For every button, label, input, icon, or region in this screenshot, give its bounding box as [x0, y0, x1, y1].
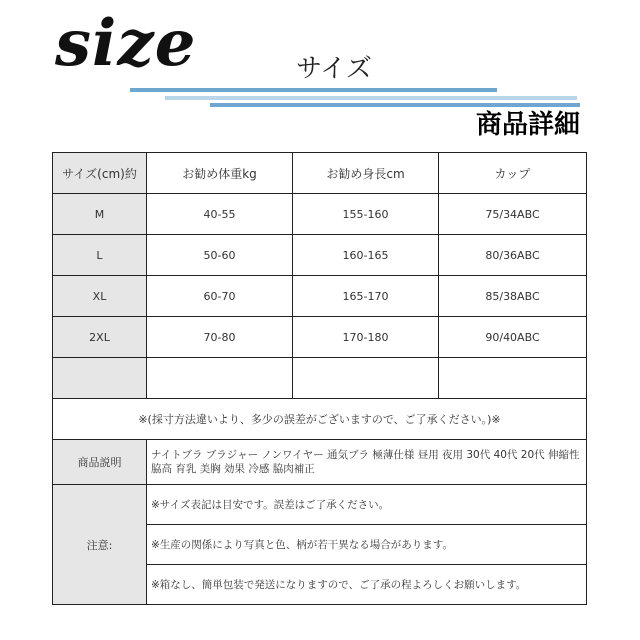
size-cell: 2XL: [53, 317, 147, 358]
header-cell-weight: お勧め体重kg: [147, 153, 293, 194]
cup-cell: 80/36ABC: [439, 235, 587, 276]
measurement-note: ※(採寸方法違いより、多少の誤差がございますので、ご了承ください。)※: [53, 399, 587, 440]
decorative-line: [165, 96, 577, 100]
caution-item: ※サイズ表記は目安です。誤差はご了承ください。: [147, 485, 587, 525]
height-cell: [293, 358, 439, 399]
description-text: ナイトブラ ブラジャー ノンワイヤー 通気ブラ 極薄仕様 昼用 夜用 30代 40代 20代 伸縮性 脇高 育乳 美胸 効果 冷感 脇肉補正: [147, 440, 587, 485]
table-row-empty: [53, 358, 587, 399]
size-cell: [53, 358, 147, 399]
size-subtitle: サイズ: [296, 54, 372, 84]
decorative-line: [210, 103, 580, 107]
table-row: [53, 276, 587, 317]
height-cell: 160-165: [293, 235, 439, 276]
weight-cell: 70-80: [147, 317, 293, 358]
measurement-note-row: [53, 399, 587, 440]
header-cell-height: お勧め身長cm: [293, 153, 439, 194]
table-row: [53, 194, 587, 235]
height-cell: 155-160: [293, 194, 439, 235]
header-cell-cup: カップ: [439, 153, 587, 194]
cup-cell: 75/34ABC: [439, 194, 587, 235]
cup-cell: 90/40ABC: [439, 317, 587, 358]
weight-cell: 60-70: [147, 276, 293, 317]
height-cell: 170-180: [293, 317, 439, 358]
size-cell: XL: [53, 276, 147, 317]
description-row: [53, 440, 587, 485]
caution-row: [53, 485, 587, 525]
decorative-line: [130, 88, 497, 92]
size-logo: size: [55, 6, 197, 81]
description-label: 商品説明: [53, 440, 147, 485]
cup-cell: [439, 358, 587, 399]
weight-cell: 40-55: [147, 194, 293, 235]
table-row: [53, 235, 587, 276]
table-row: [53, 317, 587, 358]
caution-label: 注意:: [53, 485, 147, 605]
caution-item: ※箱なし、簡単包装で発送になりますので、ご了承の程よろしくお願いします。: [147, 565, 587, 605]
cup-cell: 85/38ABC: [439, 276, 587, 317]
size-table: [52, 152, 587, 605]
caution-item: ※生産の関係により写真と色、柄が若干異なる場合があります。: [147, 525, 587, 565]
size-cell: M: [53, 194, 147, 235]
header: [0, 0, 640, 150]
height-cell: 165-170: [293, 276, 439, 317]
weight-cell: [147, 358, 293, 399]
table-header-row: [53, 153, 587, 194]
size-cell: L: [53, 235, 147, 276]
weight-cell: 50-60: [147, 235, 293, 276]
header-cell-size: サイズ(cm)約: [53, 153, 147, 194]
page-title: 商品詳細: [475, 110, 580, 140]
